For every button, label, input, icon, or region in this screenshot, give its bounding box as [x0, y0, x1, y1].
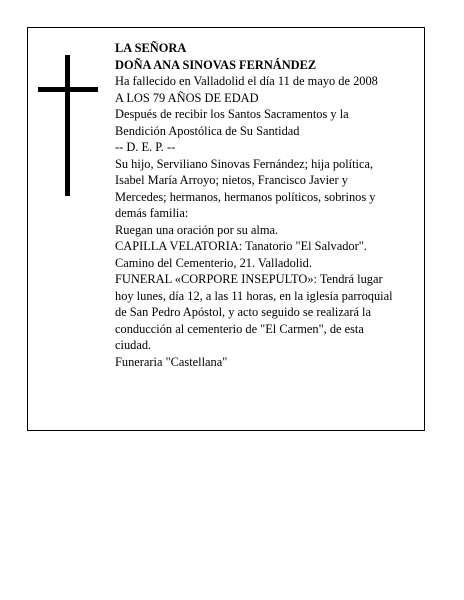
notice-title-line-1: LA SEÑORA [115, 41, 187, 55]
funeral-line-2: hoy lunes, día 12, a las 11 horas, en la iglesia parroquial [115, 288, 393, 303]
funeral-home: Funeraria "Castellana" [115, 354, 228, 369]
family-line-2: Isabel María Arroyo; nietos, Francisco Javier y [115, 173, 348, 187]
prayer-request: Ruegan una oración por su alma. [115, 222, 279, 237]
sacraments-line-1: Después de recibir los Santos Sacramentos y la [115, 107, 349, 121]
cross-vertical-bar [65, 55, 70, 196]
age-line: A LOS 79 AÑOS DE EDAD [115, 90, 259, 105]
death-announcement: Ha fallecido en Valladolid el día 11 de mayo de 2008 [115, 74, 378, 88]
funeral-line-1: FUNERAL «CORPORE INSEPULTO»: Tendrá lugar [115, 272, 383, 286]
family-line-4: demás familia: [115, 206, 189, 220]
latin-cross-icon [38, 55, 98, 196]
obituary-notice [27, 27, 425, 431]
chapel-line-1: CAPILLA VELATORIA: Tanatorio "El Salvador". [115, 239, 367, 253]
funeral-line-3: de San Pedro Apóstol, y acto seguido se realizará la [115, 305, 371, 319]
funeral-line-4: conducción al cementerio de "El Carmen", de esta [115, 321, 364, 336]
family-line-3: Mercedes; hermanos, hermanos políticos, sobrinos y [115, 189, 376, 204]
family-line-1: Su hijo, Serviliano Sinovas Fernández; hija política, [115, 156, 374, 171]
funeral-line-5: ciudad. [115, 338, 152, 352]
chapel-line-2: Camino del Cementerio, 21. Valladolid. [115, 255, 312, 270]
deceased-name: DOÑA ANA SINOVAS FERNÁNDEZ [115, 57, 317, 72]
obituary-text [115, 40, 421, 370]
cross-horizontal-bar [38, 87, 98, 92]
sacraments-line-2: Bendición Apostólica de Su Santidad [115, 123, 300, 138]
rip-line: -- D. E. P. -- [115, 140, 176, 154]
